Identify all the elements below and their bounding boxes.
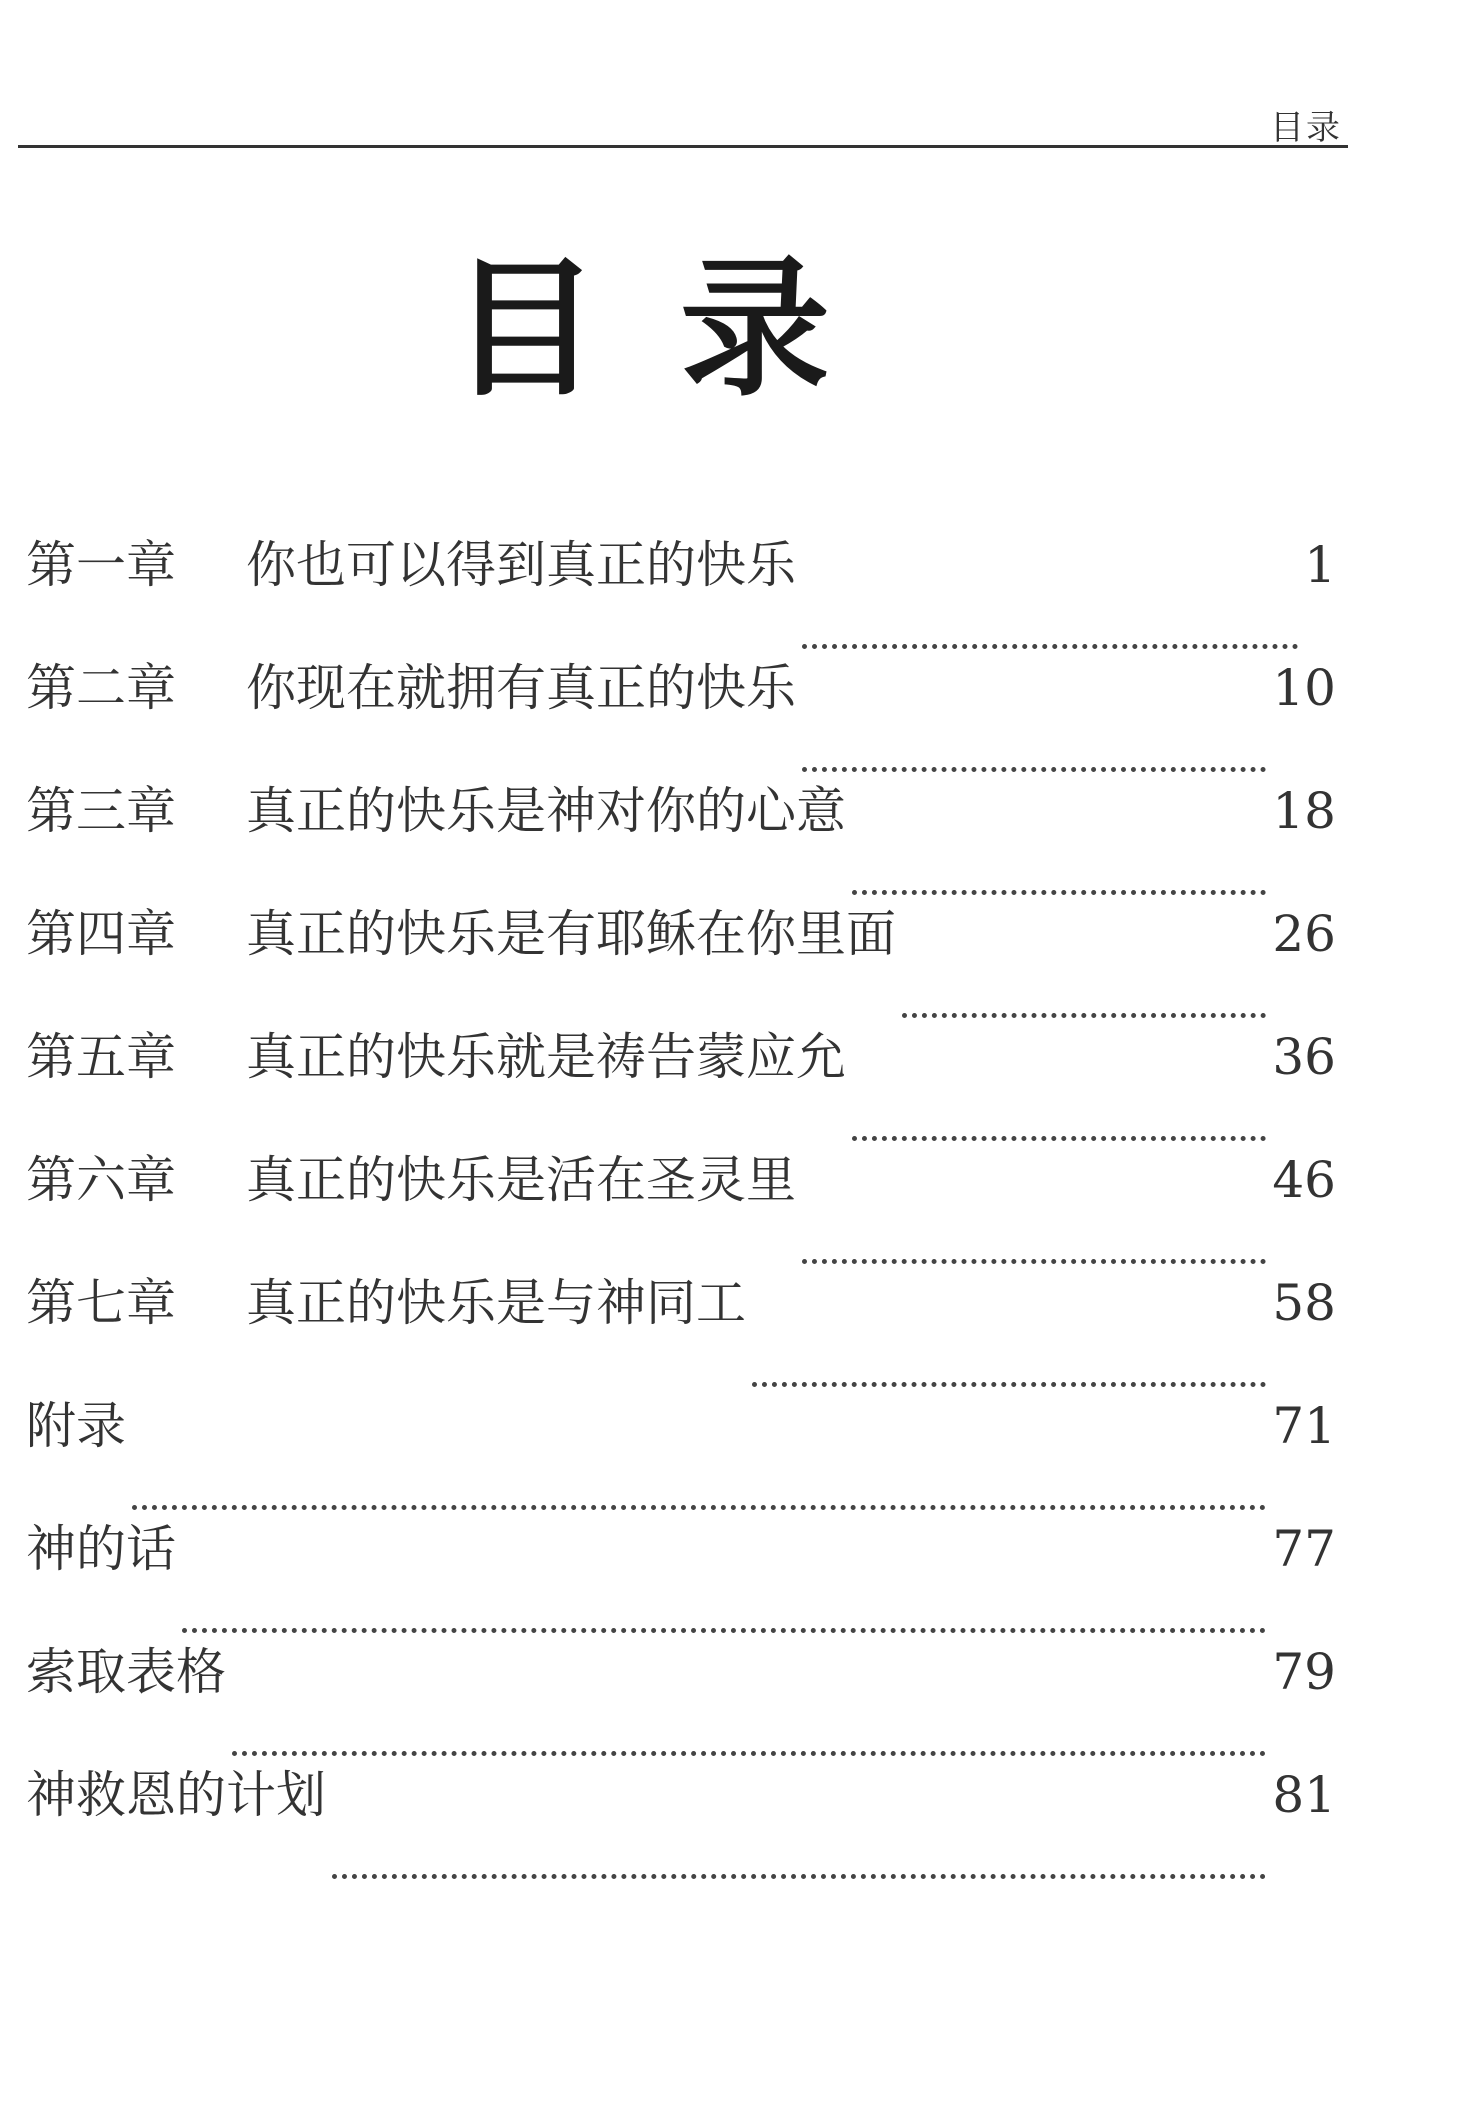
toc-entry-request-form[interactable] [26,1643,1336,1770]
toc-dot-leader [852,890,1266,895]
toc-page-number: 18 [1272,782,1336,840]
toc-page-number: 46 [1272,1151,1336,1209]
toc-chapter-label: 第六章 [26,1151,176,1209]
toc-entry-chapter-2[interactable] [26,659,1336,786]
toc-page-number: 81 [1272,1766,1336,1824]
toc-dot-leader [182,1628,1266,1633]
toc-entry-chapter-1[interactable] [26,536,1336,663]
toc-entry-chapter-7[interactable] [26,1274,1336,1401]
toc-entry-chapter-3[interactable] [26,782,1336,909]
toc-entry-title: 真正的快乐是活在圣灵里 [246,1151,796,1209]
toc-entry-title: 真正的快乐就是祷告蒙应允 [246,1028,846,1086]
toc-entry-salvation-plan[interactable] [26,1766,1336,1893]
toc-entry-chapter-6[interactable] [26,1151,1336,1278]
toc-entry-title: 你现在就拥有真正的快乐 [246,659,796,717]
toc-entry-title: 真正的快乐是有耶稣在你里面 [246,905,896,963]
toc-dot-leader [752,1382,1266,1387]
toc-dot-leader [802,767,1266,772]
toc-entry-title: 真正的快乐是与神同工 [246,1274,746,1332]
toc-dot-leader [802,644,1298,649]
toc-chapter-label: 第二章 [26,659,176,717]
toc-page-number: 79 [1272,1643,1336,1701]
toc-chapter-label: 第一章 [26,536,176,594]
toc-page-number: 58 [1272,1274,1336,1332]
toc-dot-leader [332,1874,1266,1879]
toc-entry-gods-word[interactable] [26,1520,1336,1647]
table-of-contents [26,536,1336,1893]
page-title: 目录 [449,243,910,417]
toc-chapter-label: 第五章 [26,1028,176,1086]
toc-chapter-label: 第四章 [26,905,176,963]
toc-page-number: 26 [1272,905,1336,963]
toc-page-number: 71 [1272,1397,1336,1455]
toc-chapter-label: 第三章 [26,782,176,840]
toc-dot-leader [852,1136,1266,1141]
toc-entry-title: 索取表格 [26,1643,226,1701]
running-header: 目录 [1270,108,1342,148]
toc-entry-appendix[interactable] [26,1397,1336,1524]
toc-entry-title: 你也可以得到真正的快乐 [246,536,796,594]
toc-page-number: 1 [1304,536,1336,594]
toc-entry-title: 神的话 [26,1520,176,1578]
toc-chapter-label: 第七章 [26,1274,176,1332]
toc-page-number: 10 [1272,659,1336,717]
toc-page-number: 77 [1272,1520,1336,1578]
header-rule [18,145,1348,148]
toc-dot-leader [902,1013,1266,1018]
toc-entry-chapter-4[interactable] [26,905,1336,1032]
toc-page-number: 36 [1272,1028,1336,1086]
toc-dot-leader [802,1259,1266,1264]
toc-dot-leader [132,1505,1266,1510]
toc-dot-leader [232,1751,1266,1756]
toc-entry-title: 真正的快乐是神对你的心意 [246,782,846,840]
toc-entry-title: 附录 [26,1397,126,1455]
toc-entry-title: 神救恩的计划 [26,1766,326,1824]
toc-entry-chapter-5[interactable] [26,1028,1336,1155]
